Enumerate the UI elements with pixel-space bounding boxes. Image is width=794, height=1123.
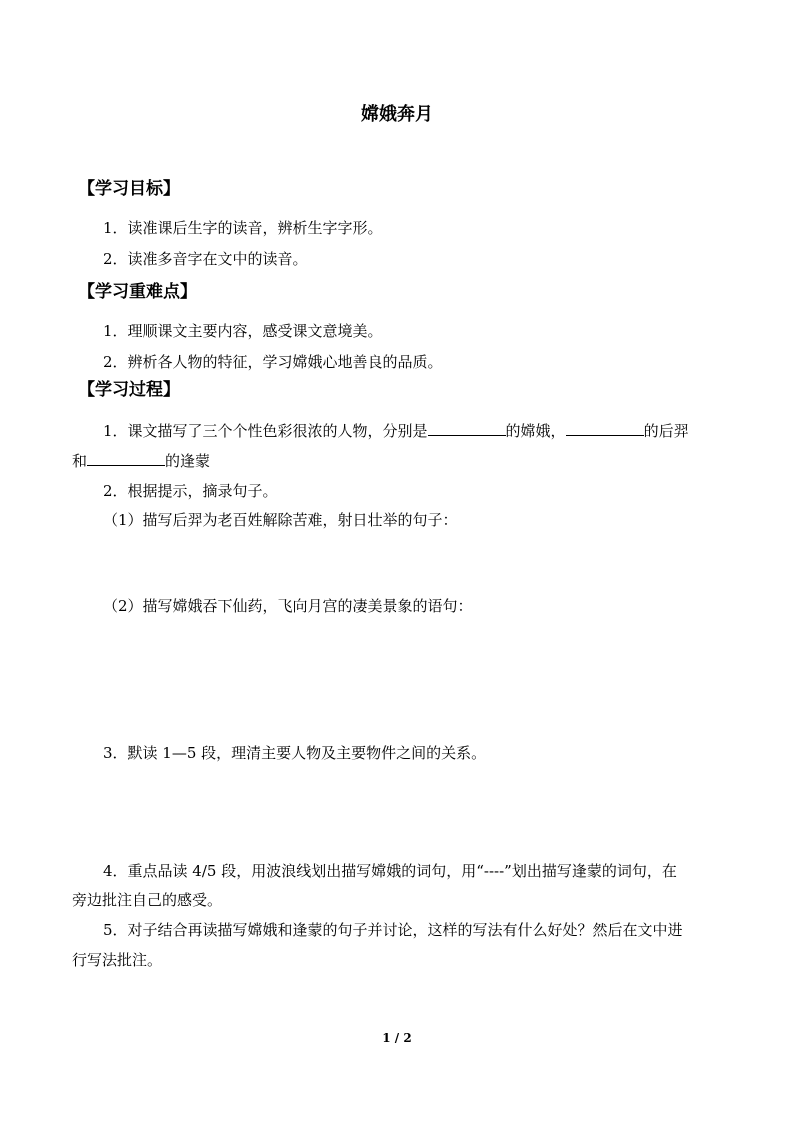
section-heading-keypoints: 【学习重难点】 bbox=[78, 282, 197, 302]
question-1-text-c: 的后羿 bbox=[643, 422, 689, 440]
answer-blank-2[interactable] bbox=[566, 421, 644, 436]
question-1-line-2 bbox=[72, 451, 210, 471]
question-1-text-b: 的嫦娥， bbox=[505, 422, 566, 440]
question-2: 2．根据提示，摘录句子。 bbox=[103, 482, 278, 500]
question-4-line-2: 旁边批注自己的感受。 bbox=[72, 891, 223, 909]
keypoint-item-1: 1．理顺课文主要内容，感受课文意境美。 bbox=[103, 322, 383, 340]
question-4-line-1: 4．重点品读 4/5 段，用波浪线划出描写嫦娥的词句，用“----”划出描写逢蒙的词句，在 bbox=[103, 862, 677, 880]
section-heading-goals: 【学习目标】 bbox=[78, 179, 180, 199]
question-5-line-1: 5．对子结合再读描写嫦娥和逢蒙的句子并讨论，这样的写法有什么好处？然后在文中进 bbox=[103, 921, 683, 939]
answer-blank-1[interactable] bbox=[428, 421, 506, 436]
question-5-line-2: 行写法批注。 bbox=[72, 951, 163, 969]
goal-item-2: 2．读准多音字在文中的读音。 bbox=[103, 250, 308, 268]
question-3: 3．默读 1—5 段，理清主要人物及主要物件之间的关系。 bbox=[103, 744, 487, 762]
section-heading-process: 【学习过程】 bbox=[78, 380, 180, 400]
answer-blank-3[interactable] bbox=[87, 451, 165, 466]
page-number: 1 / 2 bbox=[382, 1031, 412, 1045]
page-title: 嫦娥奔月 bbox=[361, 104, 433, 125]
keypoint-item-2: 2．辨析各人物的特征，学习嫦娥心地善良的品质。 bbox=[103, 353, 443, 371]
question-1-text-a: 1．课文描写了三个个性色彩很浓的人物，分别是 bbox=[103, 422, 428, 440]
question-1-line-1 bbox=[103, 421, 689, 441]
goal-item-1: 1．读准课后生字的读音，辨析生字字形。 bbox=[103, 219, 383, 237]
question-2-sub-1: （1）描写后羿为老百姓解除苦难，射日壮举的句子： bbox=[103, 511, 458, 529]
question-1-text-e: 的逢蒙 bbox=[165, 452, 211, 470]
question-2-sub-2: （2）描写嫦娥吞下仙药，飞向月宫的凄美景象的语句： bbox=[103, 597, 473, 615]
question-1-text-d: 和 bbox=[72, 452, 88, 470]
